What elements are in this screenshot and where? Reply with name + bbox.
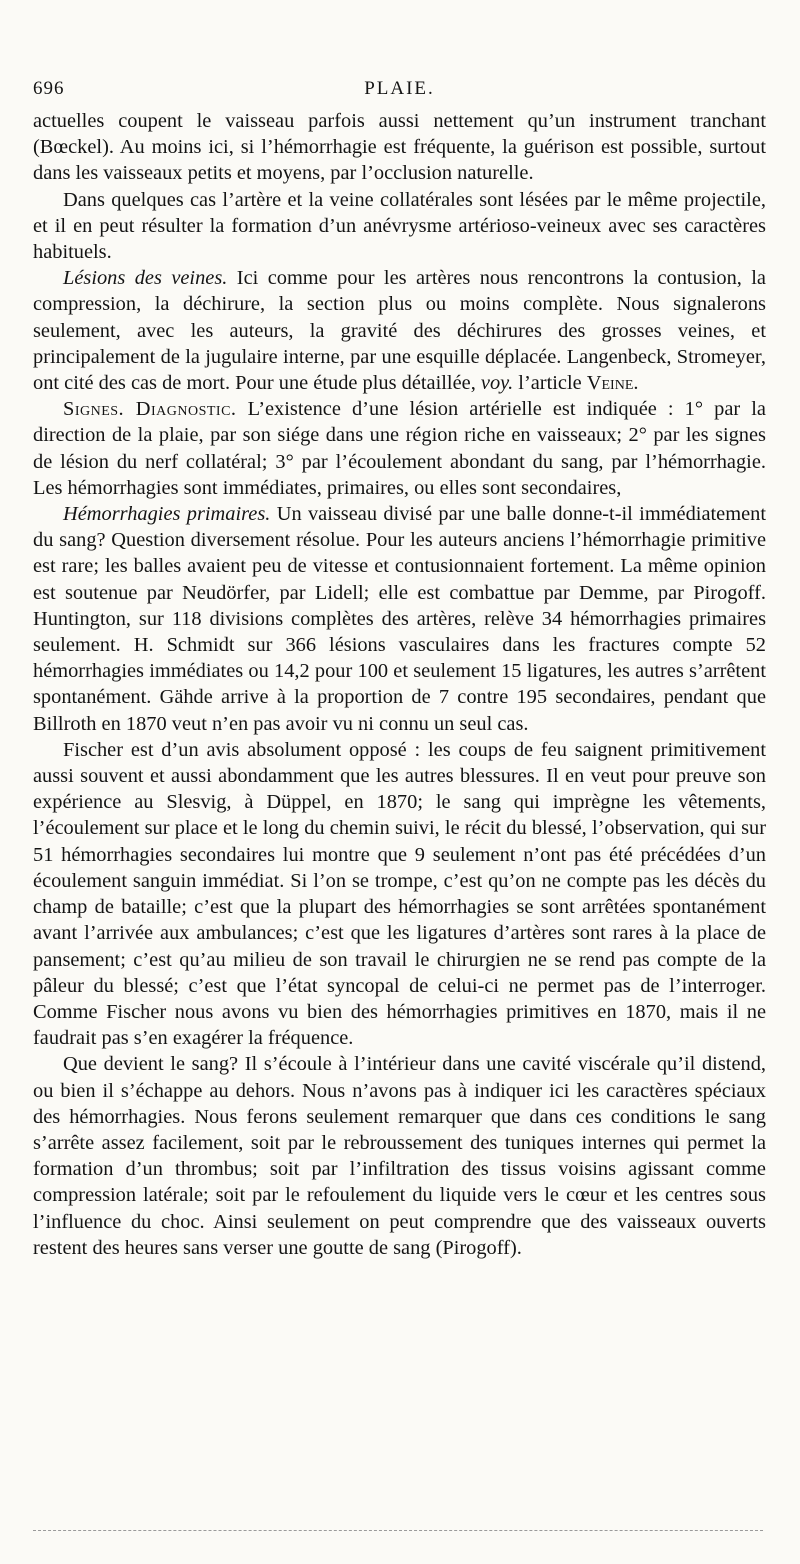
section-heading-lesions-veines: Lésions des veines.	[63, 267, 228, 290]
paragraph-text: Que devient le sang? Il s’écoule à l’intérieur dans une cavité viscérale qu’il distend, ou bien il s’échappe au dehors. Nous n’avons pas à indiquer ici les caractères spéciaux des hémorrhagies. Nous ferons seulement remarquer que dans ces conditions le sang s’arrête assez facilement, soit par le rebroussement des tuniques internes qui permet la formation d’un thrombus; soit par l’infiltration des tissus voisins agissant comme compression latérale; soit par le refoulement du liquide vers le cœur et les centres sous l’influence du choc. Ainsi seulement on peut comprendre que des vaisseaux ouverts restent des heures sans verser une goutte de sang (Pirogoff).	[33, 1053, 766, 1259]
running-header	[33, 78, 766, 108]
paragraph-text: l’article	[513, 372, 587, 395]
paragraph	[33, 737, 766, 1051]
paragraph	[33, 501, 766, 737]
section-heading-signes-diagnostic: Signes. Diagnostic.	[63, 398, 237, 421]
paragraph-text: Dans quelques cas l’artère et la veine collatérales sont lésées par le même projectile, et il en peut résulter la formation d’un anévrysme artérioso-veineux avec ses caractères habituels.	[33, 188, 766, 264]
voy-abbreviation: voy.	[480, 372, 514, 395]
paragraph-text: Un vaisseau divisé par une balle donne-t-il immédiatement du sang? Question diversement résolue. Pour les auteurs anciens l’hémorrhagie primitive est rare; les balles avaient peu de vitesse et contusionnaient fortement. La même opinion est soutenue par Neudörfer, par Lidell; elle est combattue par Demme, par Pirogoff. Huntington, sur 118 divisions complètes des artères, relève 34 hémorrhagies primaires seulement. H. Schmidt sur 366 lésions vasculaires dans les fractures compte 52 hémorrhagies immédiates ou 14,2 pour 100 et seulement 15 ligatures, les autres s’arrêtent spontanément. Gähde arrive à la proportion de 7 contre 195 secondaires, pendant que Billroth en 1870 veut n’en pas avoir vu ni connu un seul cas.	[33, 503, 766, 735]
cross-reference: Veine	[586, 372, 634, 395]
page-bottom-rule	[33, 1530, 763, 1531]
page-title: PLAIE.	[364, 78, 435, 99]
paragraph-text: L’existence d’une lésion artérielle est indiquée : 1° par la direction de la plaie, par son siége dans une région riche en vaisseaux; 2° par les signes de lésion du nerf collatéral; 3° par l’écoulement abondant du sang, par l’hémorrhagie. Les hémorrhagies sont immédiates, primaires, ou elles sont secondaires,	[33, 398, 766, 499]
paragraph	[33, 187, 766, 266]
body-text	[33, 108, 766, 1261]
page-number: 696	[33, 78, 65, 99]
paragraph	[33, 108, 766, 187]
paragraph	[33, 265, 766, 396]
paragraph	[33, 396, 766, 501]
paragraph-text: .	[633, 372, 639, 395]
paragraph-text: Fischer est d’un avis absolument opposé : les coups de feu saignent primitivement aussi souvent et aussi abondamment que les autres blessures. Il en veut pour preuve son expérience au Slesvig, à Düppel, en 1870; le sang qui imprègne les vêtements, l’écoulement sur place et le long du chemin suivi, le récit du blessé, l’observation, qui sur 51 hémorrhagies secondaires lui montre que 9 seulement n’ont pas été précédées d’un écoulement sanguin immédiat. Si l’on se trompe, c’est qu’on ne compte pas les décès du champ de bataille; c’est que la plupart des hémorrhagies se sont arrêtées spontanément avant l’arrivée aux ambulances; c’est que les ligatures d’artères sont rares à la place de pansement; c’est qu’au milieu de son travail le chirurgien ne se rend pas compte de la pâleur du blessé; c’est que l’état syncopal de celui-ci ne permet pas de l’interroger. Comme Fischer nous avons vu bien des hémorrhagies primitives en 1870, mais il ne faudrait pas s’en exagérer la fréquence.	[33, 738, 766, 1050]
paragraph-text: Ici comme pour les artères nous rencontrons la contusion, la compression, la déchirure, la section plus ou moins complète. Nous signalerons seulement, avec les auteurs, la gravité des déchirures des grosses veines, et principalement de la jugulaire interne, par une esquille déplacée. Langenbeck, Stromeyer, ont cité des cas de mort. Pour une étude plus détaillée,	[33, 267, 766, 395]
section-heading-hemorrhagies-primaires: Hémorrhagies primaires.	[63, 503, 271, 526]
paragraph	[33, 1051, 766, 1261]
paragraph-text: actuelles coupent le vaisseau parfois aussi nettement qu’un instrument tranchant (Bœckel). Au moins ici, si l’hémorrhagie est fréquente, la guérison est possible, surtout dans les vaisseaux petits et moyens, par l’occlusion naturelle.	[33, 110, 766, 185]
